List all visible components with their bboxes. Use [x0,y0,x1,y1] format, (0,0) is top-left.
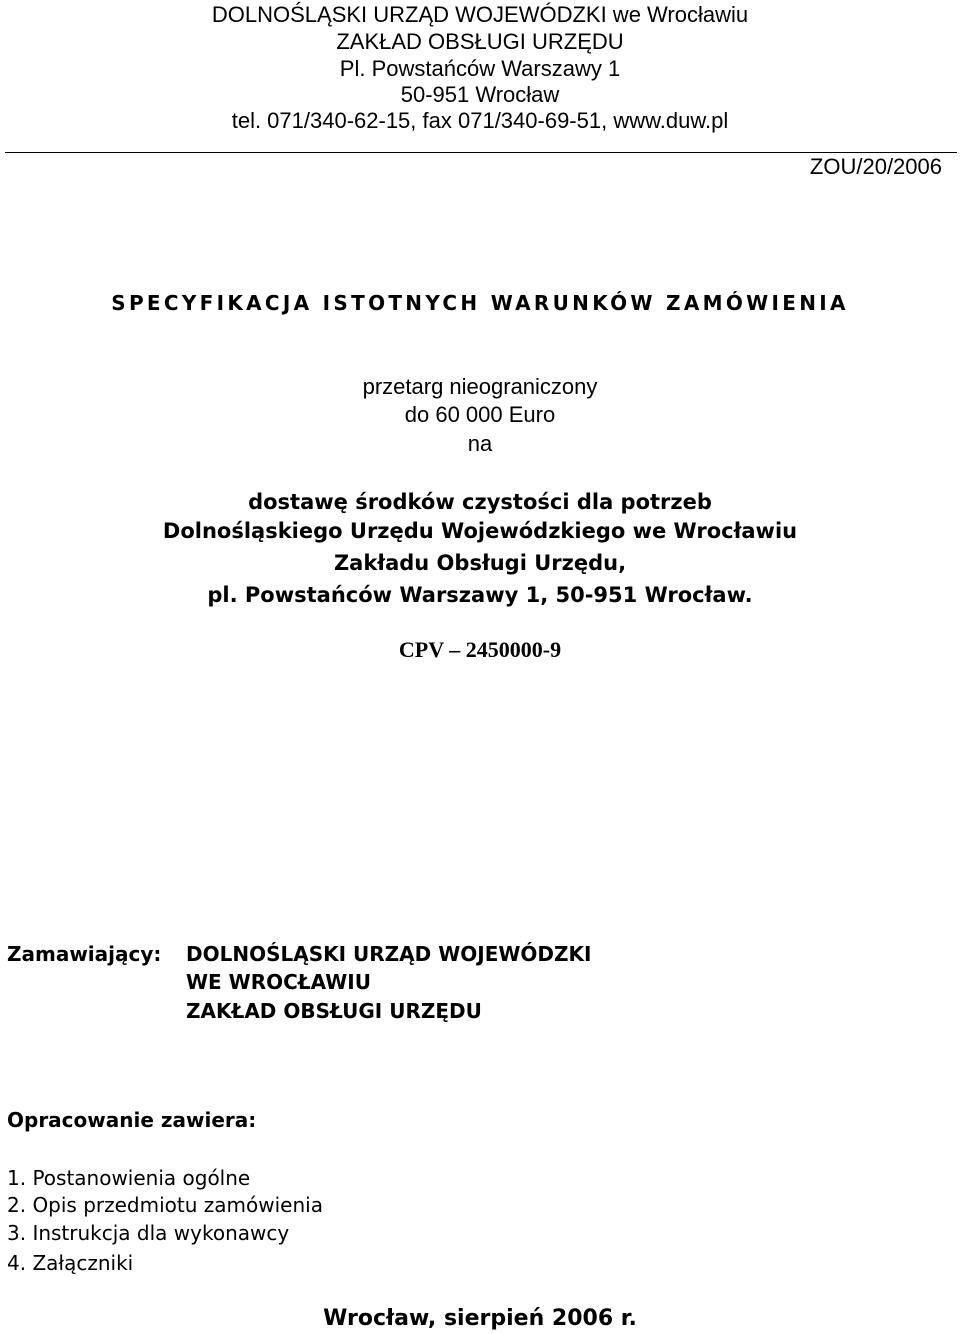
ordering-party-line: WE WROCŁAWIU [186,970,371,994]
cpv-code: CPV – 2450000-9 [398,637,562,662]
contents-item: 4. Załączniki [7,1251,134,1275]
contents-item: 2. Opis przedmiotu zamówienia [7,1193,323,1217]
place-and-date: Wrocław, sierpień 2006 r. [323,1306,637,1331]
subject-line: Dolnośląskiego Urzędu Wojewódzkiego we Wrocławiu [162,519,798,543]
header-contact: tel. 071/340-62-15, fax 071/340-69-51, www.duw.pl [231,108,729,133]
reference-number: ZOU/20/2006 [809,154,942,179]
contents-item: 1. Postanowienia ogólne [7,1166,251,1190]
ordering-party-label: Zamawiający: [7,942,162,966]
subject-line: Zakładu Obsługi Urzędu, [333,551,627,575]
procedure-threshold: do 60 000 Euro [404,402,556,427]
header-divider [5,152,957,153]
header-city: 50-951 Wrocław [400,82,560,107]
document-title: SPECYFIKACJA ISTOTNYCH WARUNKÓW ZAMÓWIENIA [111,291,849,315]
ordering-party-line: DOLNOŚLĄSKI URZĄD WOJEWÓDZKI [186,942,592,966]
header-office-name: DOLNOŚLĄSKI URZĄD WOJEWÓDZKI we Wrocławiu [211,2,749,27]
contents-heading: Opracowanie zawiera: [7,1108,257,1132]
subject-line: dostawę środków czystości dla potrzeb [248,490,712,514]
procedure-connector: na [467,431,493,456]
subject-line: pl. Powstańców Warszawy 1, 50-951 Wrocław. [207,583,753,607]
contents-item: 3. Instrukcja dla wykonawcy [7,1221,290,1245]
header-street: Pl. Powstańców Warszawy 1 [339,56,621,81]
procedure-type: przetarg nieograniczony [362,374,598,399]
header-department: ZAKŁAD OBSŁUGI URZĘDU [336,29,624,54]
ordering-party-line: ZAKŁAD OBSŁUGI URZĘDU [186,999,482,1023]
